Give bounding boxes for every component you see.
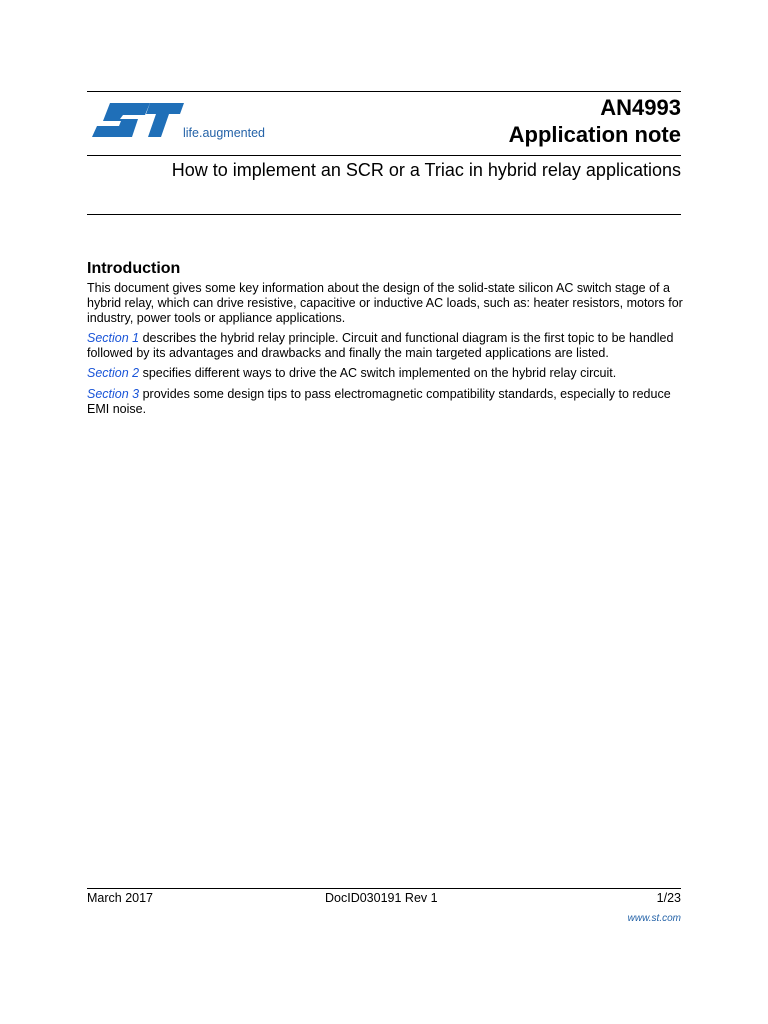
section-3-text: provides some design tips to pass electromagnetic compatibility standards, especially to reduce EMI noise. <box>87 387 671 416</box>
footer-page-number: 1/23 <box>656 891 681 905</box>
section1-paragraph <box>87 331 687 361</box>
st-logo <box>92 99 288 145</box>
document-number: AN4993 <box>600 95 681 120</box>
subtitle-rule <box>87 214 681 215</box>
top-rule <box>87 91 681 92</box>
title-rule <box>87 155 681 156</box>
logo-tagline: life.augmented <box>183 126 266 140</box>
section-3-link[interactable]: Section 3 <box>87 387 140 401</box>
section-heading: Introduction <box>87 260 181 277</box>
intro-text: This document gives some key information about the design of the solid-state silicon AC switch stage of a hybrid relay, which can drive resistive, capacitive or inductive AC loads, such as: heater resistors, motors for industry, power tools or appliance applications. <box>87 281 683 325</box>
st-logo-icon <box>92 99 184 141</box>
section-1-link[interactable]: Section 1 <box>87 331 140 345</box>
footer-date: March 2017 <box>87 891 154 905</box>
section2-paragraph <box>87 366 687 381</box>
document-type: Application note <box>508 122 681 147</box>
footer-doc-id: DocID030191 Rev 1 <box>325 891 438 905</box>
section3-paragraph <box>87 387 687 417</box>
section-1-text: describes the hybrid relay principle. Circuit and functional diagram is the first topic to be handled followed by its advantages and drawbacks and finally the main targeted applications are listed. <box>87 331 674 360</box>
intro-paragraph <box>87 281 687 326</box>
section-2-link[interactable]: Section 2 <box>87 366 140 380</box>
document-subtitle: How to implement an SCR or a Triac in hybrid relay applications <box>171 160 681 180</box>
website-link[interactable]: www.st.com <box>627 913 681 924</box>
footer-rule <box>87 888 681 889</box>
section-2-text: specifies different ways to drive the AC switch implemented on the hybrid relay circuit. <box>139 366 617 380</box>
